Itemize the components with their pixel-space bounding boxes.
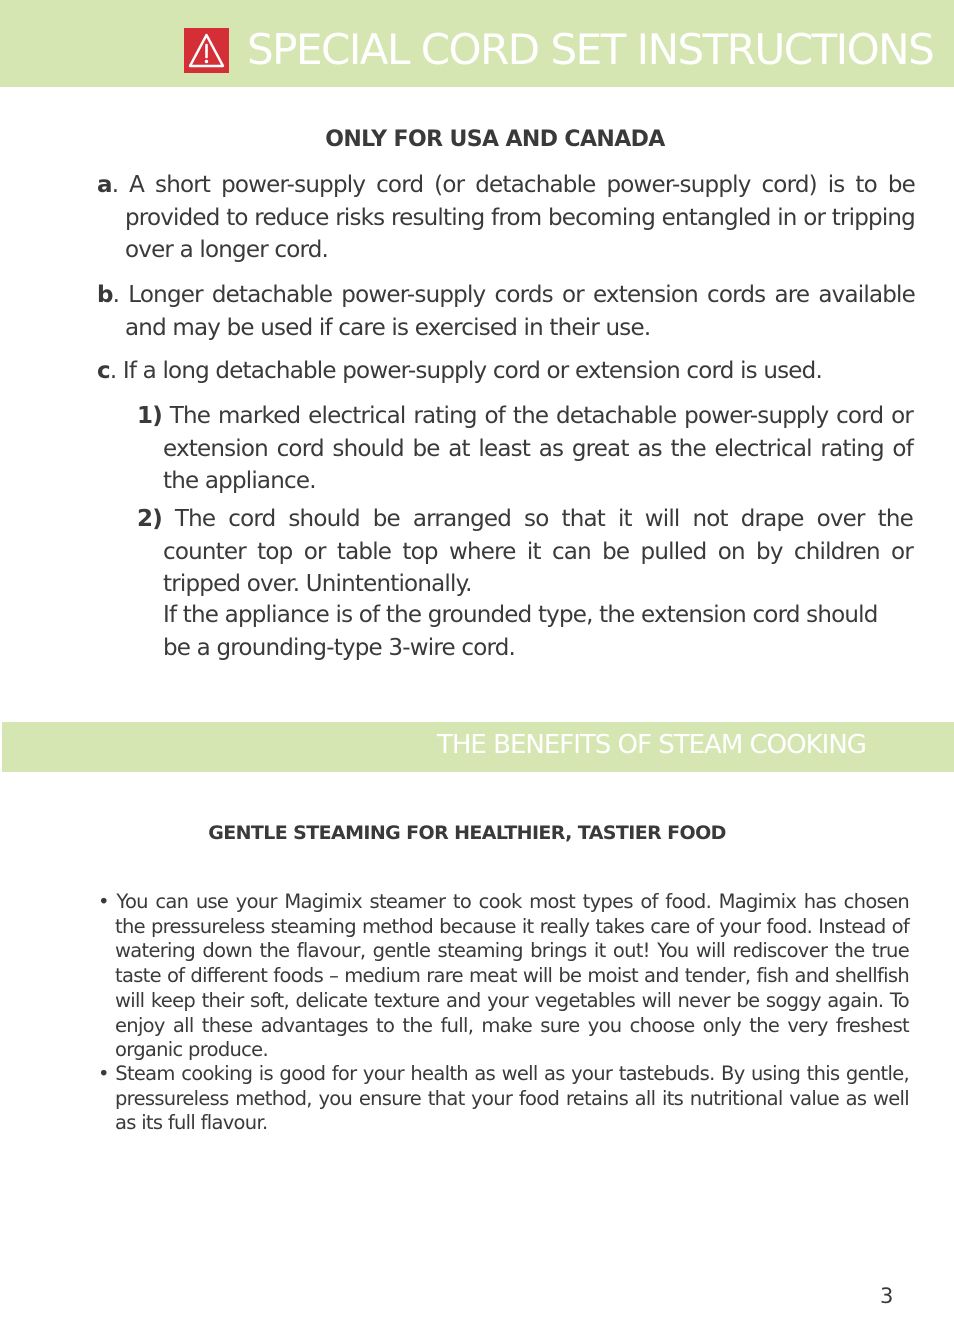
item-text: . If a long detachable power-supply cord or extension cord is used.	[109, 358, 822, 384]
sub-item-2-continuation: If the appliance is of the grounded type, the extension cord should be a grounding-type 3-wire cord.	[163, 602, 878, 661]
sub-item-2	[137, 503, 913, 601]
item-marker: 1)	[137, 403, 162, 429]
list-item-c	[97, 355, 887, 388]
page-title: SPECIAL CORD SET INSTRUCTIONS	[247, 25, 934, 74]
item-marker: b	[97, 282, 113, 308]
page-number: 3	[880, 1284, 894, 1308]
list-item-a	[97, 169, 915, 267]
item-marker: c	[97, 358, 110, 384]
section-title: THE BENEFITS OF STEAM COOKING	[437, 730, 866, 760]
item-marker: 2)	[137, 506, 162, 532]
item-marker: a	[97, 172, 112, 198]
bullet-item: • You can use your Magimix steamer to cook most types of food. Magimix has chosen the pressureless steaming method because it really takes care of your food. Instead of watering down the flavour, gentle steaming brings it out! You will rediscover the true taste of different foods – medium rare meat will be moist and tender, fish and shellfish will keep their soft, delicate texture and your vegetables will never be soggy again. To enjoy all these advantages to the full, make sure you choose only the very freshest organic produce.	[98, 890, 909, 1062]
list-item-b	[97, 279, 915, 344]
item-text: . A short power-supply cord (or detachable power-supply cord) is to be provided to reduce risks resulting from becoming entangled in or tripping over a longer cord.	[111, 172, 915, 263]
sub-item-1	[137, 400, 913, 498]
warning-triangle-icon	[184, 28, 229, 73]
bullet-item: • Steam cooking is good for your health as well as your tastebuds. By using this gentle, pressureless method, you ensure that your food retains all its nutritional value as well as its full flavour.	[98, 1062, 909, 1135]
item-text: . Longer detachable power-supply cords or extension cords are available and may be used if care is exercised in their use.	[112, 282, 915, 341]
section-subtitle: GENTLE STEAMING FOR HEALTHIER, TASTIER FOOD	[208, 822, 726, 844]
section-subtitle: ONLY FOR USA AND CANADA	[325, 127, 665, 152]
item-text: The marked electrical rating of the detachable power-supply cord or extension cord should be at least as great as the electrical rating of the appliance.	[161, 403, 913, 494]
item-text: The cord should be arranged so that it will not drape over the counter top or table top where it can be pulled on by children or tripped over. Unintentionally.	[161, 506, 913, 597]
